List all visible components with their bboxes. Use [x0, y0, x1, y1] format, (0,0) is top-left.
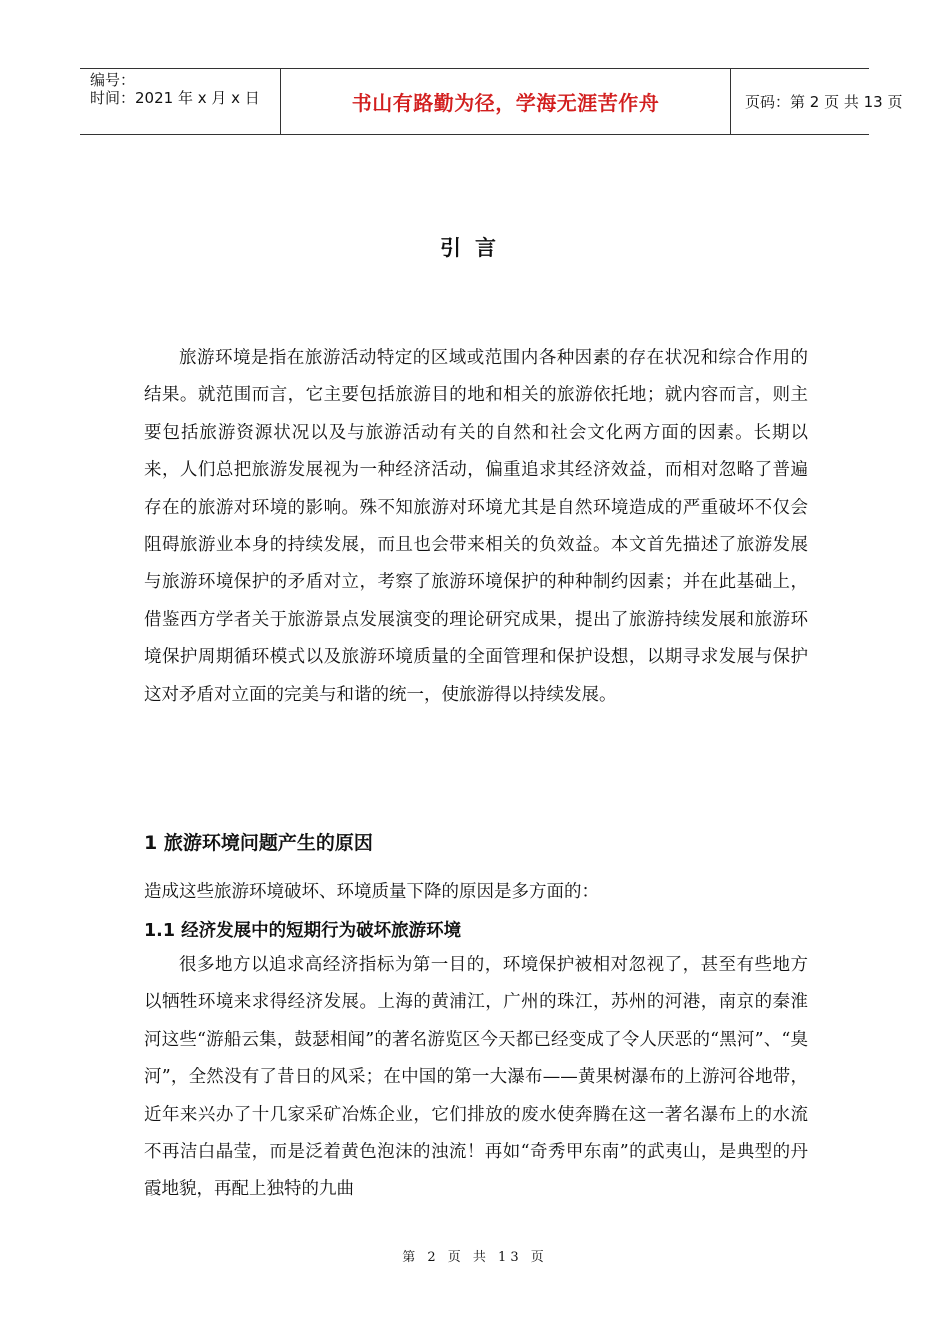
document-number-label: 编号： — [90, 71, 136, 89]
page-header — [80, 68, 903, 135]
header-motto: 书山有路勤为径，学海无涯苦作舟 — [280, 69, 731, 134]
subsection-1-1-heading: 1.1 经济发展中的短期行为破坏旅游环境 — [144, 921, 462, 941]
page-title: 引言 — [440, 236, 510, 260]
intro-paragraph: 旅游环境是指在旅游活动特定的区域或范围内各种因素的存在状况和综合作用的结果。就范围而言，它主要包括旅游目的地和相关的旅游依托地；就内容而言，则主要包括旅游资源状况以及与旅游活动有关的自然和社会文化两方面的因素。长期以来，人们总把旅游发展视为一种经济活动，偏重追求其经济效益，而相对忽略了普遍存在的旅游对环境的影响。殊不知旅游对环境尤其是自然环境造成的严重破坏不仅会阻碍旅游业本身的持续发展，而且也会带来相关的负效益。本文首先描述了旅游发展与旅游环境保护的矛盾对立，考察了旅游环境保护的种种制约因素；并在此基础上，借鉴西方学者关于旅游景点发展演变的理论研究成果，提出了旅游持续发展和旅游环境保护周期循环模式以及旅游环境质量的全面管理和保护设想，以期寻求发展与保护这对矛盾对立面的完美与和谐的统一，使旅游得以持续发展。 — [144, 348, 808, 705]
section-1-heading: 1 旅游环境问题产生的原因 — [144, 832, 373, 854]
section-1-intro: 造成这些旅游环境破坏、环境质量下降的原因是多方面的： — [144, 882, 599, 902]
subsection-1-1-body: 很多地方以追求高经济指标为第一目的，环境保护被相对忽视了，甚至有些地方以牺牲环境来求得经济发展。上海的黄浦江，广州的珠江，苏州的河港，南京的秦淮河这些“游船云集，鼓瑟相闻”的著名游览区今天都已经变成了令人厌恶的“黑河”、“臭河”，全然没有了昔日的风采；在中国的第一大瀑布——黄果树瀑布的上游河谷地带，近年来兴办了十几家采矿冶炼企业，它们排放的废水使奔腾在这一著名瀑布上的水流不再洁白晶莹，而是泛着黄色泡沫的浊流！再如“奇秀甲东南”的武夷山，是典型的丹霞地貌，再配上独特的九曲 — [144, 955, 808, 1200]
page-footer: 第 2 页 共 13 页 — [402, 1250, 548, 1265]
header-meta — [80, 69, 280, 134]
document-time-label: 时间：2021 年 x 月 x 日 — [90, 89, 260, 107]
header-page-info: 页码：第 2 页 共 13 页 — [745, 93, 903, 111]
